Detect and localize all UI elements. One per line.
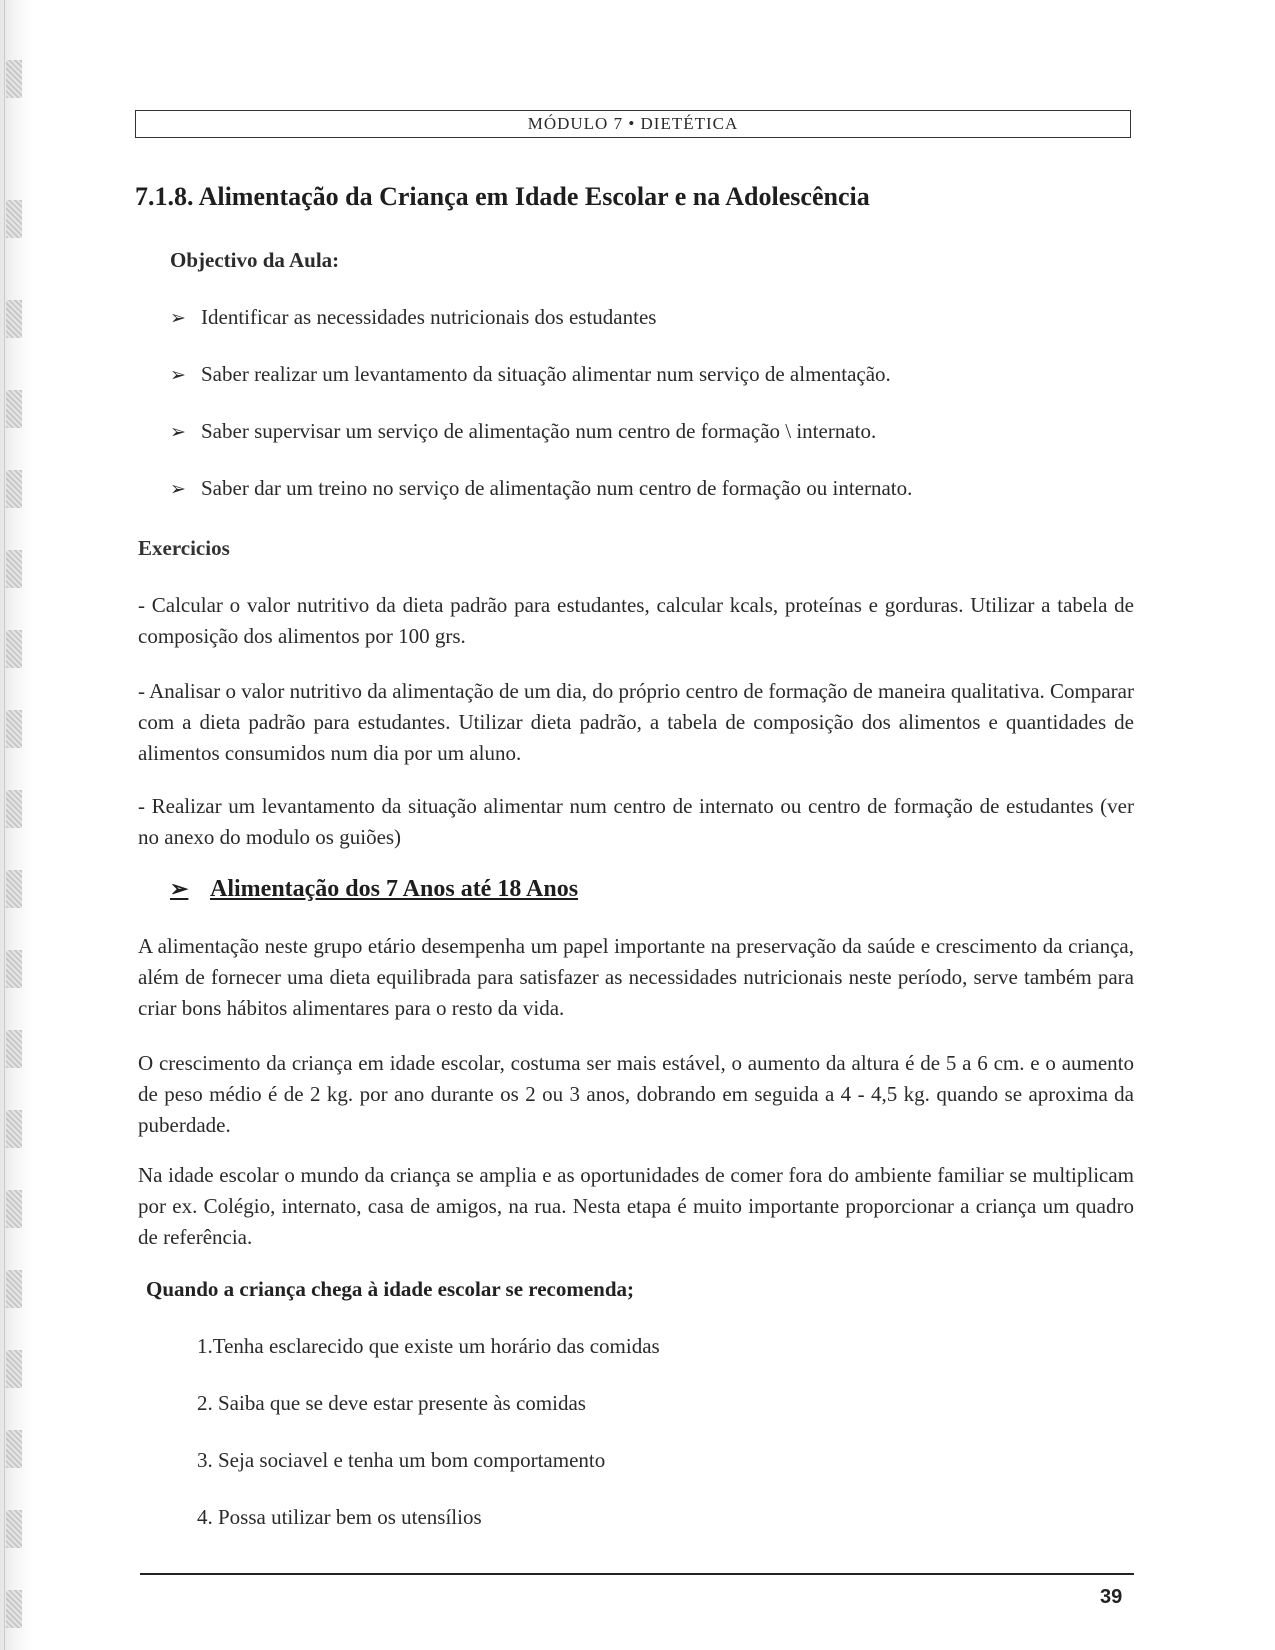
binding-mark bbox=[6, 550, 22, 588]
binding-mark bbox=[6, 1270, 22, 1308]
arrow-bullet-icon: ➢ bbox=[170, 308, 186, 329]
objective-text: Saber supervisar um serviço de alimentação num centro de formação \ internato. bbox=[201, 419, 877, 443]
binding-rule bbox=[4, 0, 5, 1650]
objective-item bbox=[170, 305, 656, 330]
binding-mark bbox=[6, 1110, 22, 1148]
binding-mark bbox=[6, 710, 22, 748]
binding-mark bbox=[6, 200, 22, 238]
body-paragraph: A alimentação neste grupo etário desempenha um papel importante na preservação da saúde e crescimento da criança, além de fornecer uma dieta equilibrada para satisfazer as necessidades nutricionais neste período, serve também para criar bons hábitos alimentares para o resto da vida. bbox=[138, 934, 1134, 1020]
binding-mark bbox=[6, 1350, 22, 1388]
age-section-heading bbox=[170, 876, 578, 903]
binding-mark bbox=[6, 300, 22, 338]
arrow-bullet-icon: ➢ bbox=[170, 365, 186, 386]
exercises-heading: Exercicios bbox=[138, 536, 230, 560]
binding-mark bbox=[6, 1510, 22, 1548]
objective-item bbox=[170, 419, 876, 444]
binding-edge bbox=[0, 0, 34, 1650]
exercise-paragraph: - Analisar o valor nutritivo da alimentação de um dia, do próprio centro de formação de maneira qualitativa. Comparar com a dieta padrão para estudantes. Utilizar dieta padrão, a tabela de composição dos alimentos e quantidades de alimentos consumidos num dia por um aluno. bbox=[138, 679, 1134, 765]
objective-item bbox=[170, 476, 912, 501]
objective-text: Identificar as necessidades nutricionais dos estudantes bbox=[201, 305, 657, 329]
age-section-title: Alimentação dos 7 Anos até 18 Anos bbox=[210, 876, 579, 902]
module-title: MÓDULO 7 • DIETÉTICA bbox=[527, 114, 739, 133]
recommendations-heading: Quando a criança chega à idade escolar se recomenda; bbox=[146, 1277, 635, 1301]
exercise-paragraph: - Realizar um levantamento da situação alimentar num centro de internato ou centro de formação de estudantes (ver no anexo do modulo os guiões) bbox=[138, 794, 1134, 849]
recommendation-item: 2. Saiba que se deve estar presente às comidas bbox=[197, 1391, 586, 1415]
recommendation-item: 4. Possa utilizar bem os utensílios bbox=[197, 1505, 482, 1529]
module-header bbox=[135, 110, 1131, 138]
body-paragraph: Na idade escolar o mundo da criança se amplia e as oportunidades de comer fora do ambiente familiar se multiplicam por ex. Colégio, internato, casa de amigos, na rua. Nesta etapa é muito importante proporcionar a criança um quadro de referência. bbox=[138, 1163, 1134, 1249]
recommendation-item: 3. Seja sociavel e tenha um bom comportamento bbox=[197, 1448, 606, 1472]
binding-mark bbox=[6, 1030, 22, 1068]
binding-mark bbox=[6, 870, 22, 908]
body-paragraph: O crescimento da criança em idade escolar, costuma ser mais estável, o aumento da altura é de 5 a 6 cm. e o aumento de peso médio é de 2 kg. por ano durante os 2 ou 3 anos, dobrando em seguida a 4 - 4,5 kg. quando se aproxima da puberdade. bbox=[138, 1051, 1134, 1137]
binding-mark bbox=[6, 390, 22, 428]
binding-mark bbox=[6, 1590, 22, 1628]
binding-mark bbox=[6, 60, 22, 98]
page-number: 39 bbox=[1100, 1586, 1123, 1608]
binding-mark bbox=[6, 1190, 22, 1228]
arrow-bullet-icon: ➢ bbox=[170, 479, 186, 500]
section-title: 7.1.8. Alimentação da Criança em Idade Escolar e na Adolescência bbox=[135, 182, 870, 211]
binding-mark bbox=[6, 470, 22, 508]
arrow-bullet-icon: ➢ bbox=[170, 876, 189, 901]
arrow-bullet-icon: ➢ bbox=[170, 422, 186, 443]
recommendation-item: 1.Tenha esclarecido que existe um horário das comidas bbox=[197, 1334, 660, 1358]
footer-rule bbox=[140, 1573, 1134, 1575]
objective-text: Saber dar um treino no serviço de alimentação num centro de formação ou internato. bbox=[201, 476, 913, 500]
binding-mark bbox=[6, 950, 22, 988]
exercise-paragraph: - Calcular o valor nutritivo da dieta padrão para estudantes, calcular kcals, proteínas e gorduras. Utilizar a tabela de composição dos alimentos por 100 grs. bbox=[138, 593, 1134, 648]
binding-mark bbox=[6, 790, 22, 828]
binding-mark bbox=[6, 1430, 22, 1468]
binding-mark bbox=[6, 630, 22, 668]
objective-text: Saber realizar um levantamento da situação alimentar num serviço de almentação. bbox=[201, 362, 891, 386]
objectives-heading: Objectivo da Aula: bbox=[170, 248, 340, 272]
objective-item bbox=[170, 362, 891, 387]
